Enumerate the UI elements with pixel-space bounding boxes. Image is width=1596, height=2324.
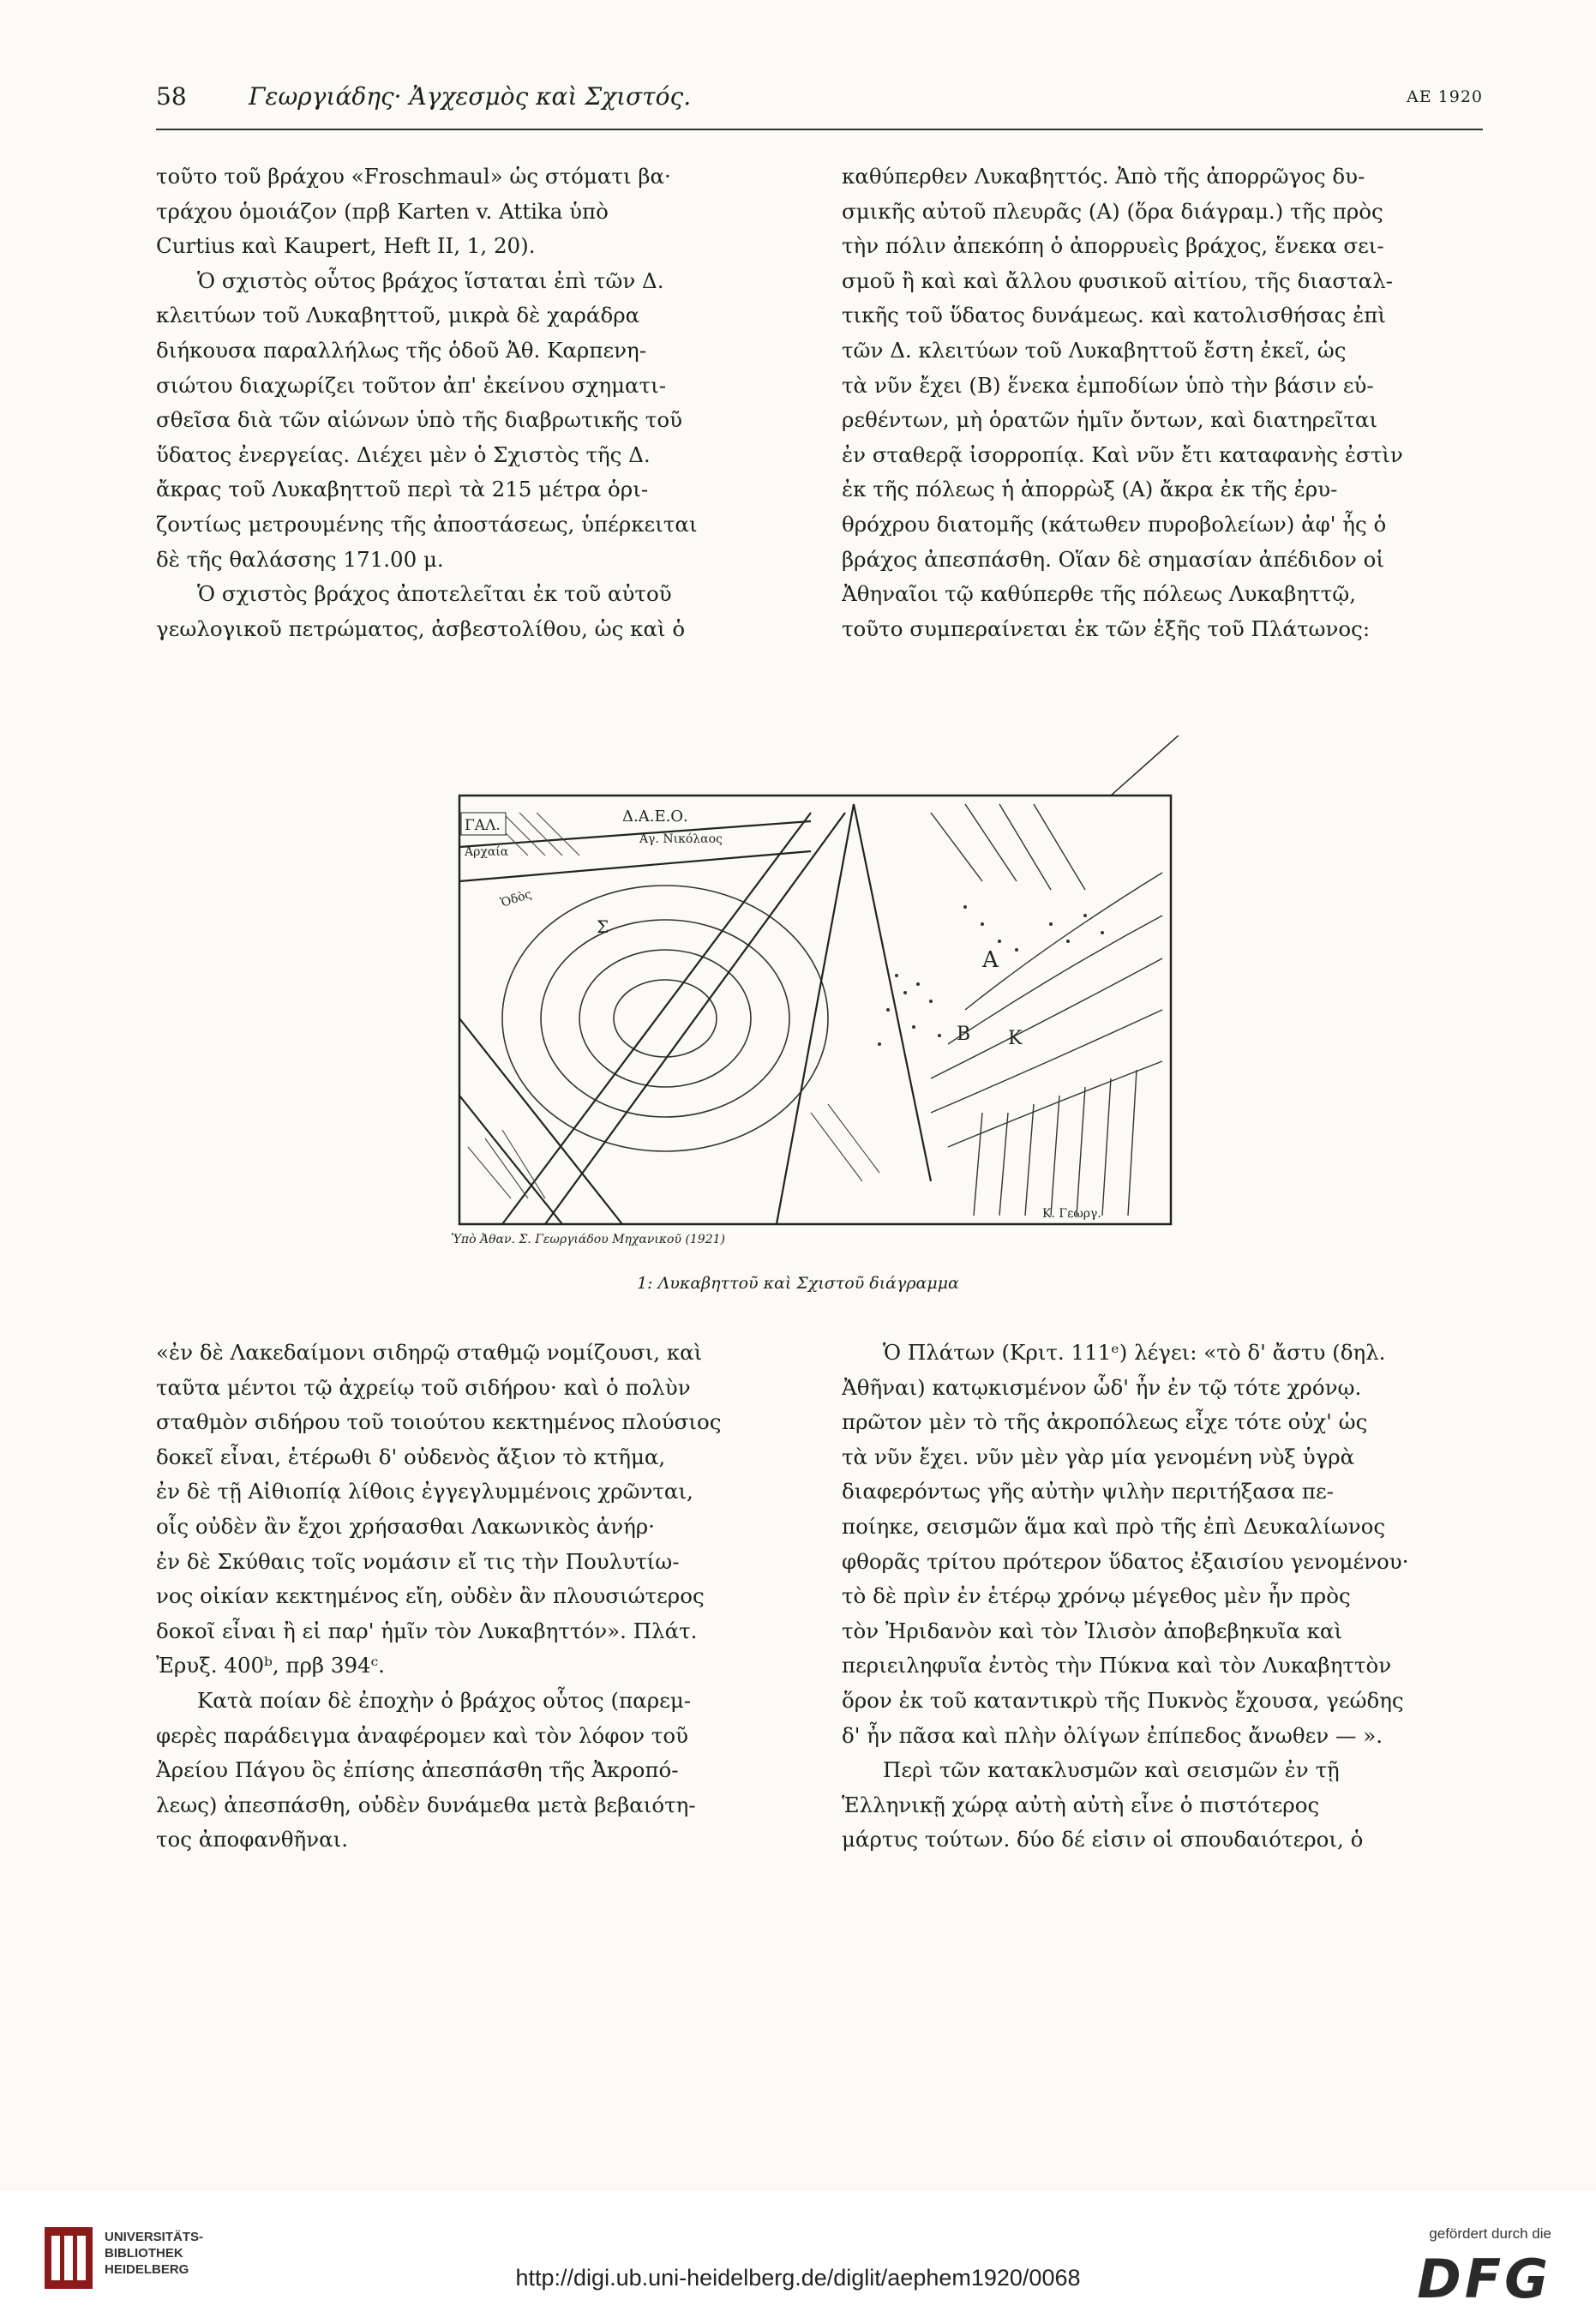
text-line: Περὶ τῶν κατακλυσμῶν καὶ σεισμῶν ἐν τῇ xyxy=(883,1757,1340,1783)
text-line: φερὲς παράδειγμα ἀναφέρομεν καὶ τὸν λόφον τοῦ xyxy=(156,1722,689,1748)
block-hatching xyxy=(468,813,879,1198)
text-line: Ἀθηναῖοι τῷ καθύπερθε τῆς πόλεως Λυκαβηττῷ, xyxy=(842,581,1357,607)
text-line: ἄκρας τοῦ Λυκαβηττοῦ περὶ τὰ 215 μέτρα ὁρι- xyxy=(156,477,649,502)
digitization-footer xyxy=(0,2191,1596,2324)
text-line: περιειληφυῖα ἐντὸς τὴν Πύκνα καὶ τὸν Λυκαβηττὸν xyxy=(842,1653,1392,1678)
header-rule xyxy=(156,129,1483,130)
text-line: «ἐν δὲ Λακεδαίμονι σιδηρῷ σταθμῷ νομίζουσι, καὶ xyxy=(156,1340,703,1365)
north-arrow xyxy=(1111,736,1179,796)
text-line: σθεῖσα διὰ τῶν αἰώνων ὑπὸ τῆς διαβρωτικῆς τοῦ xyxy=(156,407,682,433)
text-line: σμικῆς αὐτοῦ πλευρᾶς (Α) (ὅρα διάγραμ.) τῆς πρὸς xyxy=(842,198,1383,224)
text-line: ζοντίως μετρουμένης τῆς ἀποστάσεως, ὑπέρκειται xyxy=(156,511,698,537)
text-line: τῶν Δ. κλειτύων τοῦ Λυκαβηττοῦ ἔστη ἐκεῖ, ὡς xyxy=(842,337,1347,363)
right-column-bottom xyxy=(842,1336,1480,1858)
lycabettus-diagram xyxy=(451,736,1179,1250)
text-line: κλειτύων τοῦ Λυκαβηττοῦ, μικρὰ δὲ χαράδρα xyxy=(156,303,640,328)
text-line: ἐν δὲ Σκύθαις τοῖς νομάσιν εἴ τις τὴν Πουλυτίω- xyxy=(156,1548,680,1574)
text-line: σταθμὸν σιδήρου τοῦ τοιούτου κεκτημένος πλούσιος xyxy=(156,1409,722,1435)
text-line: ὅρον ἐκ τοῦ καταντικρὺ τῆς Πυκνὸς ἔχουσα, γεώδης xyxy=(842,1687,1404,1713)
map-drawing xyxy=(451,736,1179,1233)
text-line: καθύπερθεν Λυκαβηττός. Ἀπὸ τῆς ἀπορρῶγος δυ- xyxy=(842,164,1365,189)
text-line: Ἐρυξ. 400ᵇ, πρβ 394ᶜ. xyxy=(156,1653,385,1678)
left-hill-contours xyxy=(502,886,828,1151)
funder-note: gefördert durch die xyxy=(1429,2225,1551,2242)
text-line: δοκοῖ εἶναι ἢ εἰ παρ' ἡμῖν τὸν Λυκαβηττόν». Πλάτ. xyxy=(156,1618,698,1643)
text-line: φθορᾶς τρίτου πρότερον ὕδατος ἐξαισίου γενομένου· xyxy=(842,1548,1409,1574)
text-line: διαφερόντως γῆς αὐτὴν ψιλὴν περιτήξασα πε- xyxy=(842,1479,1334,1504)
library-name-line: BIBLIOTHEK xyxy=(105,2246,183,2261)
text-line: τὸ δὲ πρὶν ἐν ἑτέρῳ χρόνῳ μέγεθος μὲν ἦν πρὸς xyxy=(842,1583,1351,1609)
text-line: οἷς οὐδὲν ἂν ἔχοι χρήσασθαι Λακωνικὸς ἀνήρ· xyxy=(156,1513,655,1539)
map-credit: Ὑπὸ Ἀθαν. Σ. Γεωργιάδου Μηχανικοῦ (1921) xyxy=(451,1233,725,1246)
page-header xyxy=(156,82,1483,117)
text-line: ἐν σταθερᾷ ἰσορροπίᾳ. Καὶ νῦν ἔτι καταφανὴς ἐστὶν xyxy=(842,441,1403,467)
street-lines xyxy=(459,804,931,1224)
text-line: θρόχρου διατομῆς (κάτωθεν πυροβολείων) ἀφ' ἧς ὁ xyxy=(842,511,1387,537)
text-line: ταῦτα μέντοι τῷ ἀχρείῳ τοῦ σιδήρου· καὶ ὁ πολὺν xyxy=(156,1374,691,1400)
text-line: δὲ τῆς θαλάσσης 171.00 μ. xyxy=(156,546,444,572)
map-label-zone-s: Σ xyxy=(597,916,609,937)
text-line: ρεθέντων, μὴ ὁρατῶν ἡμῖν ὄντων, καὶ διατηρεῖται xyxy=(842,407,1378,433)
text-line: ἐκ τῆς πόλεως ἡ ἀπορρὼξ (Α) ἄκρα ἐκ τῆς ἐρυ- xyxy=(842,477,1338,502)
text-line: διήκουσα παραλλήλως τῆς ὁδοῦ Ἀθ. Καρπενη- xyxy=(156,337,646,363)
text-line: τὰ νῦν ἔχει (Β) ἕνεκα ἐμποδίων ὑπὸ τὴν βάσιν εὑ- xyxy=(842,372,1374,398)
text-line: νος οἰκίαν κεκτημένος εἴη, οὐδὲν ἂν πλουσιώτερος xyxy=(156,1583,705,1609)
map-label-point-k: Κ xyxy=(1008,1028,1023,1049)
text-line: τὸν Ἠριδανὸν καὶ τὸν Ἰλισὸν ἀποβεβηκυῖα καὶ xyxy=(842,1618,1343,1643)
text-line: τοῦτο συμπεραίνεται ἐκ τῶν ἑξῆς τοῦ Πλάτωνος: xyxy=(842,616,1371,641)
text-line: τὰ νῦν ἔχει. νῦν μὲν γὰρ μία γενομένη νὺξ ὑγρὰ xyxy=(842,1444,1355,1469)
map-label-daeos: Δ.Α.Ε.Ο. xyxy=(622,808,688,826)
text-line: Curtius καὶ Kaupert, Heft II, 1, 20). xyxy=(156,233,536,259)
text-line: Ἀθῆναι) κατῳκισμένον ὧδ' ἦν ἐν τῷ τότε χρόνῳ. xyxy=(842,1374,1362,1400)
text-line: ἐν δὲ τῇ Αἰθιοπίᾳ λίθοις ἐγγεγλυμμένοις χρῶνται, xyxy=(156,1479,693,1504)
text-line: ὕδατος ἐνεργείας. Διέχει μὲν ὁ Σχιστὸς τῆς Δ. xyxy=(156,441,651,467)
journal-code: ΑΕ 1920 xyxy=(1407,87,1483,106)
text-line: Ὁ σχιστὸς βράχος ἀποτελεῖται ἐκ τοῦ αὐτοῦ xyxy=(197,581,672,607)
map-label-point-b: Β xyxy=(957,1024,971,1045)
text-line: τικῆς τοῦ ὕδατος δυνάμεως. καὶ κατολισθήσας ἐπὶ xyxy=(842,303,1386,328)
text-line: μάρτυς τούτων. δύο δέ εἰσιν οἱ σπουδαιότεροι, ὁ xyxy=(842,1827,1364,1853)
map-label-agios-nikolaos: Ἁγ. Νικόλαος xyxy=(639,832,723,846)
text-line: τράχου ὁμοιάζον (πρβ Karten v. Attika ὑπὸ xyxy=(156,198,609,224)
text-line: Ὁ σχιστὸς οὗτος βράχος ἵσταται ἐπὶ τῶν Δ. xyxy=(197,267,664,293)
text-line: δοκεῖ εἶναι, ἑτέρωθι δ' οὐδενὸς ἄξιον τὸ κτῆμα, xyxy=(156,1444,666,1469)
map-label-gal: ΓΑΛ. xyxy=(465,817,501,834)
text-line: τος ἀποφανθῆναι. xyxy=(156,1827,349,1853)
left-column-bottom xyxy=(156,1336,795,1858)
text-line: πρῶτον μὲν τὸ τῆς ἀκροπόλεως εἶχε τότε οὐχ' ὡς xyxy=(842,1409,1368,1435)
text-line: τὴν πόλιν ἀπεκόπη ὁ ἀπορρυεὶς βράχος, ἕνεκα σει- xyxy=(842,233,1384,259)
dfg-logo: DFG xyxy=(1417,2248,1551,2310)
figure-caption: 1: Λυκαβηττοῦ καὶ Σχιστοῦ διάγραμμα xyxy=(637,1274,959,1293)
text-line: Ἀρείου Πάγου ὃς ἐπίσης ἀπεσπάσθη τῆς Ἀκροπό- xyxy=(156,1757,679,1783)
lycabettus-contours xyxy=(931,804,1162,1216)
text-line: Ἑλληνικῇ χώρᾳ αὐτὴ αὐτὴ εἶνε ὁ πιστότερος xyxy=(842,1792,1320,1817)
text-line: σιώτου διαχωρίζει τοῦτον ἀπ' ἐκείνου σχηματι- xyxy=(156,372,666,398)
right-column-top xyxy=(842,159,1480,646)
map-label-point-a: Α xyxy=(982,947,999,973)
text-line: ποίηκε, σεισμῶν ἅμα καὶ πρὸ τῆς ἐπὶ Δευκαλίωνος xyxy=(842,1513,1386,1539)
text-line: λεως) ἀπεσπάσθη, οὐδὲν δυνάμεθα μετὰ βεβαιότη- xyxy=(156,1792,696,1817)
text-line: βράχος ἀπεσπάσθη. Οἵαν δὲ σημασίαν ἀπέδιδον οἱ xyxy=(842,546,1384,572)
text-line: τοῦτο τοῦ βράχου «Froschmaul» ὡς στόματι βα· xyxy=(156,164,671,189)
page-number: 58 xyxy=(156,82,187,111)
rock-dots xyxy=(878,905,1104,1046)
running-title: Γεωργιάδης· Ἀγχεσμὸς καὶ Σχιστός. xyxy=(249,82,692,111)
text-line: σμοῦ ἢ καὶ καὶ ἄλλου φυσικοῦ αἰτίου, τῆς διασταλ- xyxy=(842,267,1394,293)
text-line: Ὁ Πλάτων (Κριτ. 111ᵉ) λέγει: «τὸ δ' ἄστυ (δηλ. xyxy=(883,1340,1386,1365)
left-column-top xyxy=(156,159,795,646)
map-label-odos: Ὁδὸς xyxy=(499,887,534,910)
text-line: γεωλογικοῦ πετρώματος, ἀσβεστολίθου, ὡς καὶ ὁ xyxy=(156,616,686,641)
text-line: δ' ἦν πᾶσα καὶ πλὴν ὀλίγων ἐπίπεδος ἄνωθεν — ». xyxy=(842,1722,1383,1748)
map-label-archaia: Ἀρχαία xyxy=(465,845,509,859)
library-name-line: HEIDELBERG xyxy=(105,2262,189,2277)
permalink-url[interactable]: http://digi.ub.uni-heidelberg.de/diglit/aephem1920/0068 xyxy=(515,2265,1081,2291)
text-line: Κατὰ ποίαν δὲ ἐποχὴν ὁ βράχος οὗτος (παρεμ- xyxy=(197,1687,692,1713)
map-label-kleitys: Κ. Γεωργ. xyxy=(1042,1207,1101,1221)
library-name-line: UNIVERSITÄTS- xyxy=(105,2230,204,2244)
